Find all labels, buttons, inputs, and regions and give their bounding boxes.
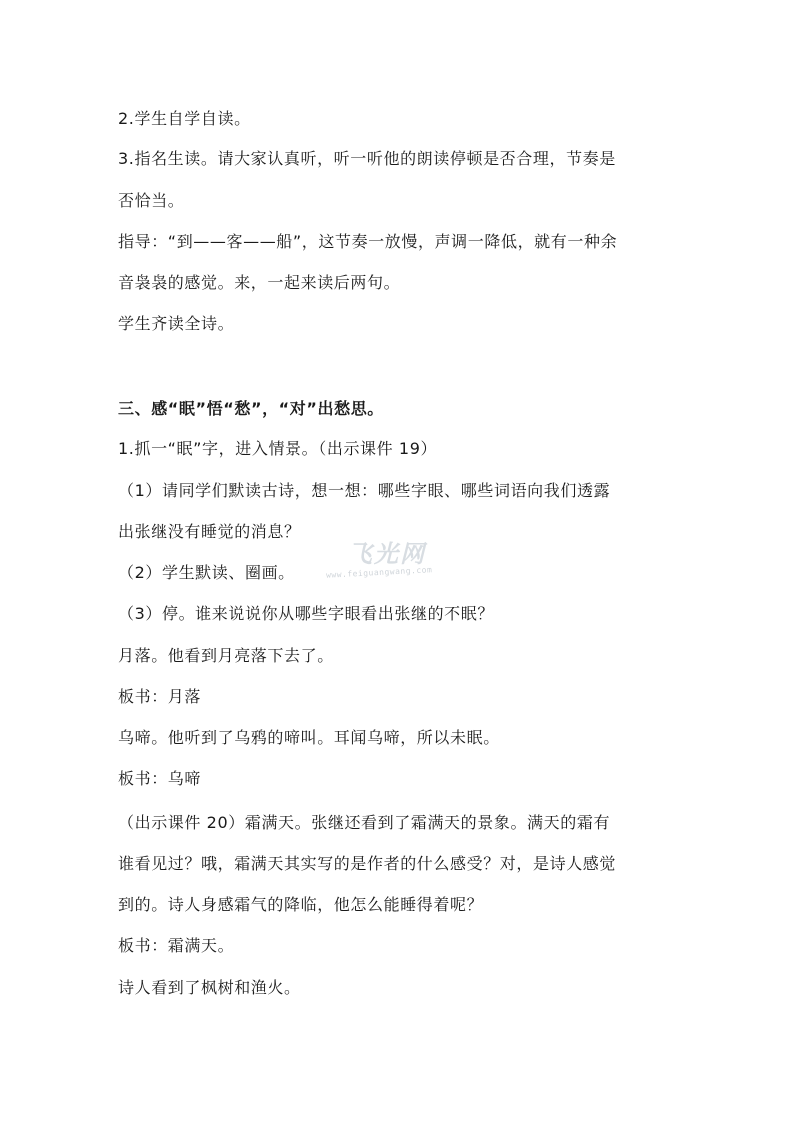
text-line: 到的。诗人身感霜气的降临，他怎么能睡得着呢？	[118, 895, 484, 914]
text-line: 否恰当。	[118, 191, 185, 210]
text-line: 谁看见过？哦，霜满天其实写的是作者的什么感受？对，是诗人感觉	[118, 854, 617, 873]
text-line: 3.指名生读。请大家认真听，听一听他的朗读停顿是否合理，节奏是	[118, 149, 616, 168]
section-heading: 三、感“眠”悟“愁”，“对”出愁思。	[118, 399, 384, 418]
text-line: （2）学生默读、圈画。	[118, 563, 295, 582]
watermark-brand: 飞光网	[348, 540, 426, 568]
text-line: 诗人看到了枫树和渔火。	[118, 978, 301, 997]
watermark-logo	[326, 534, 466, 584]
text-line: （出示课件 20）霜满天。张继还看到了霜满天的景象。满天的霜有	[118, 813, 611, 832]
text-line: 乌啼。他听到了乌鸦的啼叫。耳闻乌啼，所以未眠。	[118, 728, 500, 747]
text-line: 1.抓一“眠”字，进入情景。（出示课件 19）	[118, 439, 438, 458]
text-line: 月落。他看到月亮落下去了。	[118, 646, 334, 665]
watermark-url: www.feiguangwang.com	[325, 565, 433, 580]
text-line: 2.学生自学自读。	[118, 109, 251, 128]
text-line: 音袅袅的感觉。来，一起来读后两句。	[118, 273, 401, 292]
text-line: （3）停。谁来说说你从哪些字眼看出张继的不眠？	[118, 604, 494, 623]
text-line: 指导：“到——客——船”，这节奏一放慢，声调一降低，就有一种余	[118, 232, 618, 251]
text-line: 板书：乌啼	[118, 769, 202, 788]
text-line: 学生齐读全诗。	[118, 314, 235, 333]
text-line: 出张继没有睡觉的消息？	[118, 522, 301, 541]
text-line: 板书：月落	[118, 687, 202, 706]
text-line: 板书：霜满天。	[118, 936, 235, 955]
text-line: （1）请同学们默读古诗，想一想：哪些字眼、哪些词语向我们透露	[118, 481, 611, 500]
